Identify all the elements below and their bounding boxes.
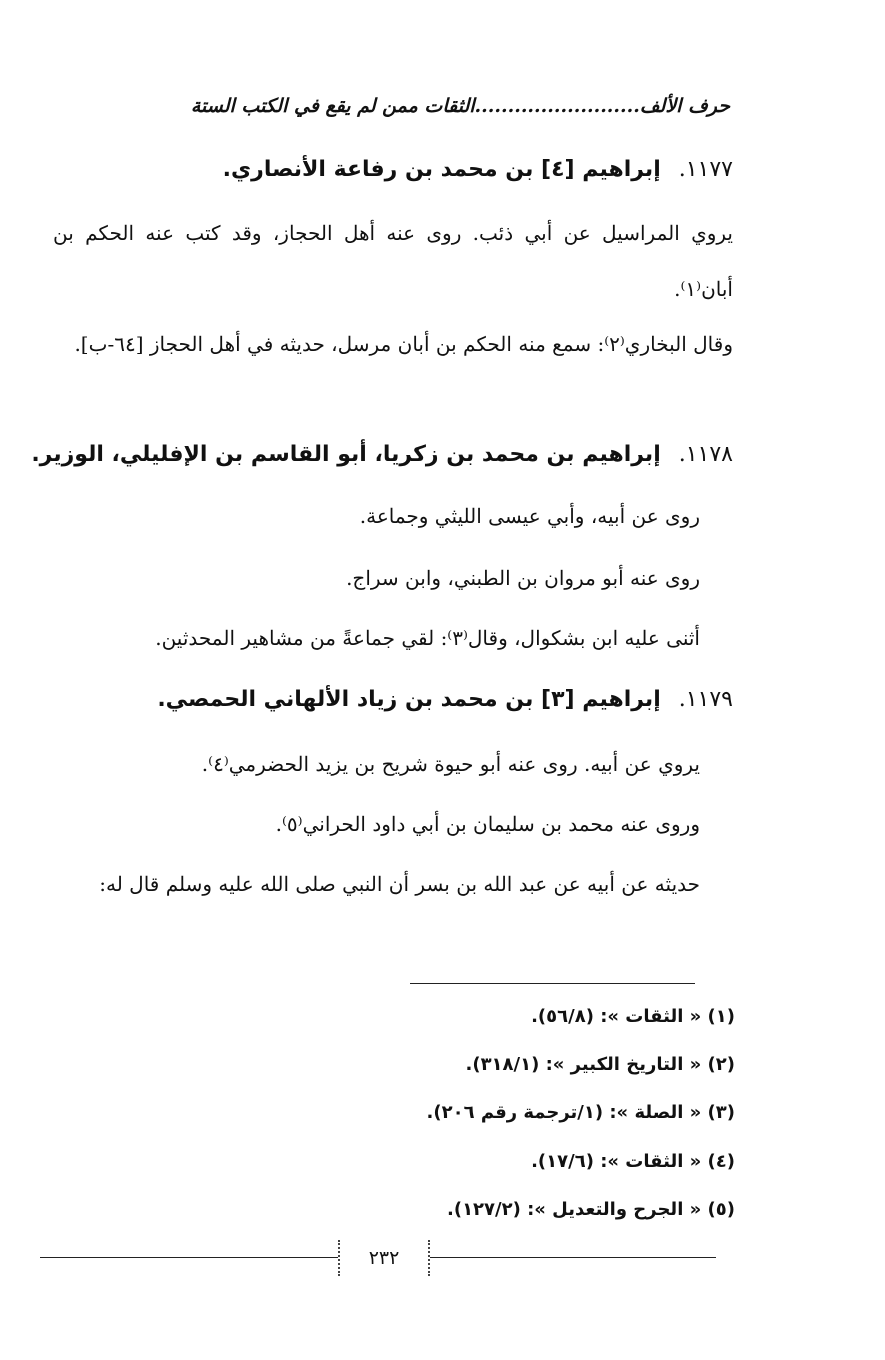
entry-title: إبراهيم بن محمد بن زكريا، أبو القاسم بن الإفليلي، الوزير. [31,442,661,467]
footnote-2: (٢) « التاريخ الكبير »: (٣١٨/١). [465,1054,735,1075]
entry-number: ١١٧٧. [678,157,733,182]
entry-title: إبراهيم [٤] بن محمد بن رفاعة الأنصاري. [222,157,661,182]
entry-line: حديثه عن أبيه عن عبد الله بن بسر أن النبي صلى الله عليه وسلم قال له: [99,872,700,896]
entry-line: روى عن أبيه، وأبي عيسى الليثي وجماعة. [359,504,700,528]
entry-title: إبراهيم [٣] بن محمد بن زياد الألهاني الحمصي. [157,687,661,712]
footnote-4: (٤) « الثقات »: (١٧/٦). [531,1151,735,1172]
footnote-3: (٣) « الصلة »: (١/ترجمة رقم ٢٠٦). [426,1102,735,1123]
entry-heading-1179 [93,680,733,720]
entry-number: ١١٧٩. [678,687,733,712]
entry-line: يروي عن أبيه. روى عنه أبو حيوة شريح بن يزيد الحضرمي⁽٤⁾. [201,752,700,776]
entry-paragraph: وقال البخاري⁽٢⁾: سمع منه الحكم بن أبان مرسل، حديثه في أهل الحجاز [٦٤-ب]. [74,332,733,356]
entry-line: وروى عنه محمد بن سليمان بن أبي داود الحراني⁽٥⁾. [275,812,700,836]
entry-line: أثنى عليه ابن بشكوال، وقال⁽٣⁾: لقي جماعةً من مشاهير المحدثين. [155,626,700,650]
page-rule-left [40,1257,338,1258]
running-header: حرف الألف.........................الثقات ممن لم يقع في الكتب الستة [190,95,730,117]
entry-number: ١١٧٨. [678,442,733,467]
footnote-5: (٥) « الجرح والتعديل »: (١٢٧/٢). [446,1199,735,1220]
entry-line: روى عنه أبو مروان بن الطبني، وابن سراج. [346,566,700,590]
entry-paragraph: يروي المراسيل عن أبي ذئب. روى عنه أهل الحجاز، وقد كتب عنه الحكم بن أبان⁽١⁾. [53,221,733,301]
page-number: ٢٣٢ [338,1240,430,1276]
footnote-1: (١) « الثقات »: (٥٦/٨). [531,1006,735,1027]
entry-heading-1177 [133,150,733,190]
entry-heading-1178 [31,435,733,475]
page-rule-right [426,1257,716,1258]
footnote-separator [410,983,695,984]
